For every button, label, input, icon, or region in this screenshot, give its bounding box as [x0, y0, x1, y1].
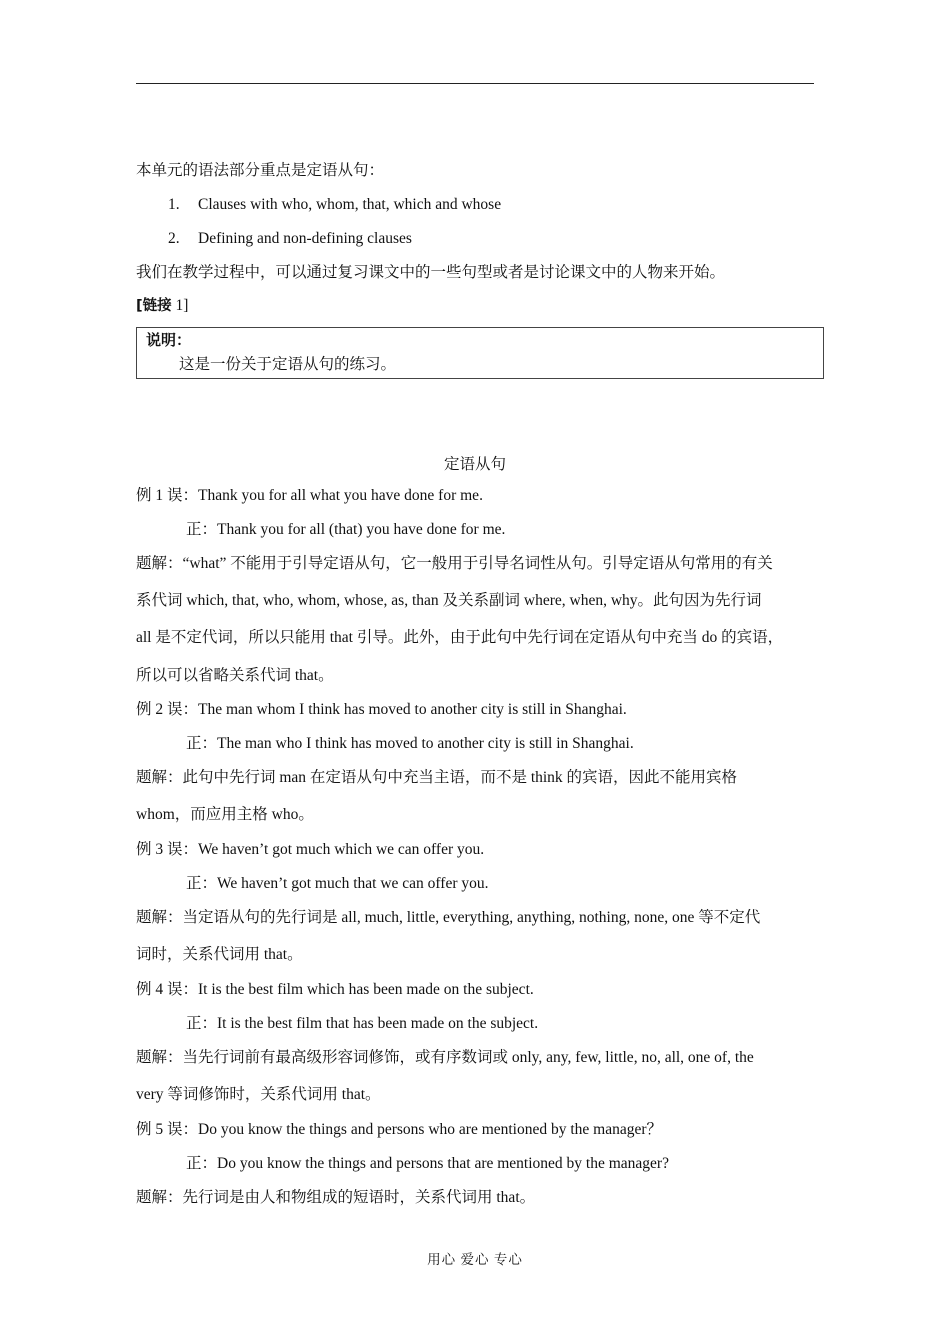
- section-title: 定语从句: [443, 456, 506, 473]
- example-1-wrong: 例 1 误：Thank you for all what you have done for me.: [136, 487, 483, 504]
- example-3-wrong: 例 3 误：We haven’t got much which we can offer you.: [136, 841, 485, 858]
- list-item: [168, 229, 412, 249]
- example-2-explanation: whom，而应用主格 who。: [136, 806, 314, 823]
- example-3-explanation: 词时，关系代词用 that。: [136, 946, 303, 963]
- link-reference[interactable]: [136, 296, 188, 316]
- example-5-correct: 正：Do you know the things and persons that are mentioned by the manager?: [186, 1155, 669, 1172]
- list-item: [168, 195, 501, 215]
- example-2-explanation: 题解：此句中先行词 man 在定语从句中充当主语，而不是 think 的宾语，因此不能用宾格: [136, 769, 738, 786]
- note-box: [136, 327, 824, 379]
- example-1-explanation: 所以可以省略关系代词 that。: [136, 667, 334, 684]
- list-number: 1.: [168, 196, 180, 213]
- page-footer: 用心 爱心 专心: [427, 1252, 523, 1267]
- example-1-explanation: 题解：“what” 不能用于引导定语从句，它一般用于引导名词性从句。引导定语从句常用的有关: [136, 555, 773, 572]
- link-number: 1]: [175, 297, 189, 314]
- intro-text: 本单元的语法部分重点是定语从句：: [136, 162, 385, 179]
- example-4-correct: 正：It is the best film that has been made on the subject.: [186, 1015, 539, 1032]
- example-1-correct: 正：Thank you for all (that) you have done for me.: [186, 521, 506, 538]
- example-2-wrong: 例 2 误：The man whom I think has moved to another city is still in Shanghai.: [136, 701, 627, 718]
- example-4-explanation: very 等词修饰时，关系代词用 that。: [136, 1086, 381, 1103]
- example-3-correct: 正：We haven’t got much that we can offer you.: [186, 875, 489, 892]
- example-5-explanation: 题解：先行词是由人和物组成的短语时，关系代词用 that。: [136, 1189, 536, 1206]
- list-number: 2.: [168, 230, 180, 247]
- note-text: 这是一份关于定语从句的练习。: [179, 356, 397, 373]
- header-rule: [136, 83, 814, 84]
- example-4-wrong: 例 4 误：It is the best film which has been made on the subject.: [136, 981, 534, 998]
- teaching-note: 我们在教学过程中，可以通过复习课文中的一些句型或者是讨论课文中的人物来开始。: [136, 264, 726, 281]
- example-4-explanation: 题解：当先行词前有最高级形容词修饰，或有序数词或 only, any, few, little, no, all, one of, the: [136, 1049, 754, 1066]
- link-label: [链接: [136, 298, 172, 314]
- example-3-explanation: 题解：当定语从句的先行词是 all, much, little, everything, anything, nothing, none, one 等不定代: [136, 909, 761, 926]
- example-5-wrong: 例 5 误：Do you know the things and persons who are mentioned by the manager？: [136, 1121, 663, 1138]
- note-title: 说明：: [146, 331, 192, 349]
- list-text: Defining and non-defining clauses: [198, 230, 412, 247]
- example-1-explanation: 系代词 which, that, who, whom, whose, as, than 及关系副词 where, when, why。此句因为先行词: [136, 592, 762, 609]
- list-text: Clauses with who, whom, that, which and whose: [198, 196, 502, 213]
- example-1-explanation: all 是不定代词，所以只能用 that 引导。此外，由于此句中先行词在定语从句中充当 do 的宾语，: [136, 629, 784, 646]
- example-2-correct: 正：The man who I think has moved to another city is still in Shanghai.: [186, 735, 634, 752]
